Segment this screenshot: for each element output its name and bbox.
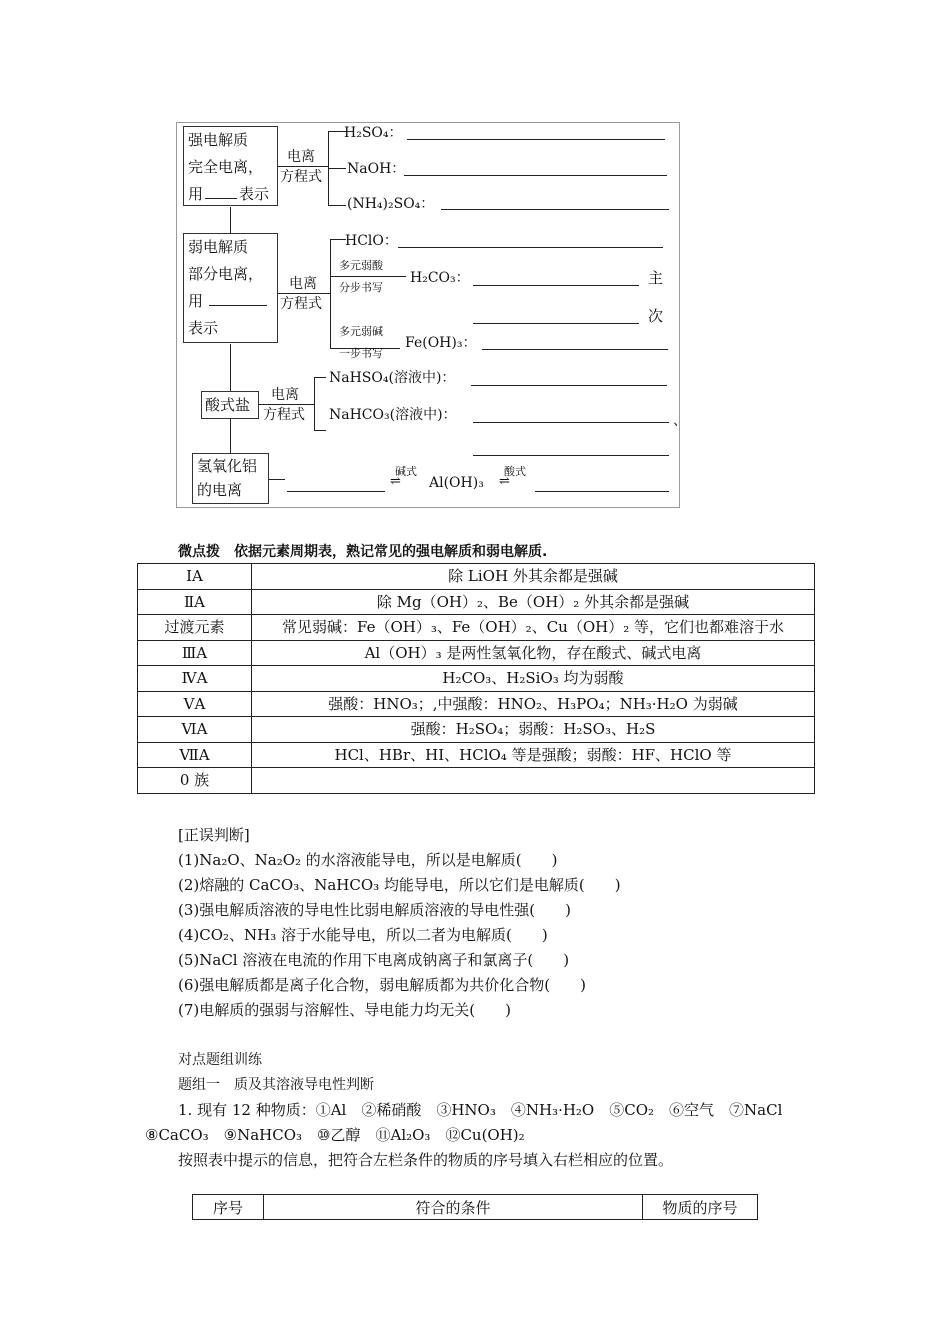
judgement-5: (5)NaCl 溶液在电流的作用下电离成钠离子和氯离子( ) xyxy=(178,951,570,969)
desc-cell: H₂CO₃、H₂SiO₃ 均为弱酸 xyxy=(252,666,815,692)
group-cell: ⅣA xyxy=(138,666,252,692)
table-row xyxy=(138,615,815,641)
nh4so4-label: (NH₄)₂SO₄： xyxy=(347,196,435,212)
group-cell: ⅥA xyxy=(138,717,252,743)
h2co3-label: H₂CO₃： xyxy=(410,270,470,286)
desc-cell: 除 LiOH 外其余都是强碱 xyxy=(252,564,815,590)
strong-box-use: 用 xyxy=(188,185,204,203)
hclo-label: HClO： xyxy=(345,233,398,249)
polybase-label-b: 一步书写 xyxy=(339,347,383,360)
h2so4-label: H₂SO₄： xyxy=(344,125,403,141)
group-cell: ⅤA xyxy=(138,691,252,717)
ionization-label-2b: 方程式 xyxy=(280,296,322,312)
nh4so4-blank[interactable] xyxy=(441,209,669,210)
desc-cell xyxy=(252,768,815,794)
ionization-label-1b: 方程式 xyxy=(280,169,322,185)
table-row xyxy=(138,691,815,717)
feoh3-blank[interactable] xyxy=(482,349,668,350)
nahso4-blank[interactable] xyxy=(471,385,667,386)
polybase-label-a: 多元弱碱 xyxy=(339,325,383,338)
nahco3-blank-2[interactable] xyxy=(473,455,669,456)
desc-cell: 强酸：H₂SO₄；弱酸：H₂SO₃、H₂S xyxy=(252,717,815,743)
group-cell: ⅡA xyxy=(138,589,252,615)
ionization-label-1a: 电离 xyxy=(287,149,315,165)
desc-cell: Al（OH）₃ 是两性氢氧化物，存在酸式、碱式电离 xyxy=(252,640,815,666)
group-cell: ⅢA xyxy=(138,640,252,666)
ionization-label-3a: 电离 xyxy=(271,387,299,403)
nahco3-blank-1[interactable] xyxy=(473,422,669,423)
question-1-line2: ⑧CaCO₃ ⑨NaHCO₃ ⑩乙醇 ⑪Al₂O₃ ⑫Cu(OH)₂ xyxy=(145,1126,525,1144)
desc-cell: 除 Mg（OH）₂、Be（OH）₂ 外其余都是强碱 xyxy=(252,589,815,615)
header-number: 序号 xyxy=(193,1195,264,1220)
group-cell: ⅠA xyxy=(138,564,252,590)
naoh-label: NaOH： xyxy=(347,161,406,177)
naoh-blank[interactable] xyxy=(404,175,667,176)
group-cell: ⅦA xyxy=(138,742,252,768)
judgement-1: (1)Na₂O、Na₂O₂ 的水溶液能导电，所以是电解质( ) xyxy=(178,851,558,869)
strong-electrolyte-box xyxy=(183,126,278,206)
table-row xyxy=(138,564,815,590)
strong-box-line1: 强电解质 xyxy=(188,131,249,149)
equilibrium-arrow-1: ⇌ xyxy=(390,474,401,489)
secondary-label: 次 xyxy=(648,307,664,325)
group-cell: 过渡元素 xyxy=(138,615,252,641)
acid-salt-label: 酸式盐 xyxy=(205,396,251,414)
weak-box-line1: 弱电解质 xyxy=(188,238,249,256)
table-row xyxy=(138,640,815,666)
comma-mark: 、 xyxy=(673,413,687,429)
ionization-label-3b: 方程式 xyxy=(263,407,305,423)
header-substance: 物质的序号 xyxy=(643,1195,758,1220)
aloh-box xyxy=(192,453,269,504)
judgement-2: (2)熔融的 CaCO₃、NaHCO₃ 均能导电，所以它们是电解质( ) xyxy=(178,876,621,894)
main-label: 主 xyxy=(648,269,664,287)
desc-cell: 常见弱碱：Fe（OH）₃、Fe（OH）₂、Cu（OH）₂ 等，它们也都难溶于水 xyxy=(252,615,815,641)
question-1-instruction: 按照表中提示的信息，把符合左栏条件的物质的序号填入右栏相应的位置。 xyxy=(178,1151,674,1169)
weak-box-blank[interactable] xyxy=(209,291,267,306)
feoh3-label: Fe(OH)₃： xyxy=(405,335,477,351)
nahso4-label: NaHSO₄(溶液中)： xyxy=(329,370,456,386)
strong-box-show: 表示 xyxy=(239,185,270,203)
equilibrium-arrow-2: ⇌ xyxy=(499,474,510,489)
table-header-row xyxy=(193,1195,758,1220)
acid-type-label: 酸式 xyxy=(504,465,526,478)
tip-text: 微点拨 依据元素周期表，熟记常见的强电解质和弱电解质. xyxy=(178,544,548,560)
h2co3-blank-1[interactable] xyxy=(473,285,639,286)
judgement-6: (6)强电解质都是离子化合物，弱电解质都为共价化合物( ) xyxy=(178,976,586,994)
aloh3-label: Al(OH)₃ xyxy=(429,475,484,491)
h2so4-blank[interactable] xyxy=(407,139,665,140)
question-1-line1: 1. 现有 12 种物质：①Al ②稀硝酸 ③HNO₃ ④NH₃·H₂O ⑤CO₂ ⑥空气 ⑦NaCl xyxy=(178,1101,783,1119)
weak-box-use: 用 xyxy=(188,292,204,310)
aloh-box-line2: 的电离 xyxy=(197,481,243,499)
aloh-acid-blank[interactable] xyxy=(535,491,669,492)
weak-box-show: 表示 xyxy=(188,319,219,337)
judgement-3: (3)强电解质溶液的导电性比弱电解质溶液的导电性强( ) xyxy=(178,901,571,919)
aloh-base-blank[interactable] xyxy=(287,491,385,492)
strong-box-line2: 完全电离， xyxy=(188,158,264,176)
judge-title: [正误判断] xyxy=(178,826,250,844)
h2co3-blank-2[interactable] xyxy=(473,323,639,324)
polyacid-label-b: 分步书写 xyxy=(339,281,383,294)
header-condition: 符合的条件 xyxy=(264,1195,643,1220)
polyacid-label-a: 多元弱酸 xyxy=(339,259,383,272)
table-row xyxy=(138,666,815,692)
base-type-label: 碱式 xyxy=(395,465,417,478)
group-title: 题组一 质及其溶液导电性判断 xyxy=(178,1077,374,1093)
judgement-7: (7)电解质的强弱与溶解性、导电能力均无关( ) xyxy=(178,1001,511,1019)
desc-cell: 强酸：HNO₃；,中强酸：HNO₂、H₃PO₄；NH₃·H₂O 为弱碱 xyxy=(252,691,815,717)
judgement-4: (4)CO₂、NH₃ 溶于水能导电，所以二者为电解质( ) xyxy=(178,926,548,944)
weak-electrolyte-box xyxy=(183,233,278,343)
periodic-electrolyte-table xyxy=(137,563,815,794)
table-row xyxy=(138,742,815,768)
ionization-diagram xyxy=(176,122,687,508)
table-row xyxy=(138,717,815,743)
ionization-label-2a: 电离 xyxy=(289,276,317,292)
table-row xyxy=(138,589,815,615)
answer-table xyxy=(192,1194,758,1220)
desc-cell: HCl、HBr、HI、HClO₄ 等是强酸；弱酸：HF、HClO 等 xyxy=(252,742,815,768)
group-cell: 0 族 xyxy=(138,768,252,794)
practice-title: 对点题组训练 xyxy=(178,1052,262,1068)
hclo-blank[interactable] xyxy=(398,247,663,248)
weak-box-line2: 部分电离， xyxy=(188,265,264,283)
nahco3-label: NaHCO₃(溶液中)： xyxy=(329,407,457,423)
table-row xyxy=(138,768,815,794)
aloh-box-line1: 氢氧化铝 xyxy=(197,457,258,475)
strong-box-blank[interactable] xyxy=(205,184,237,199)
acid-salt-box xyxy=(201,391,259,419)
